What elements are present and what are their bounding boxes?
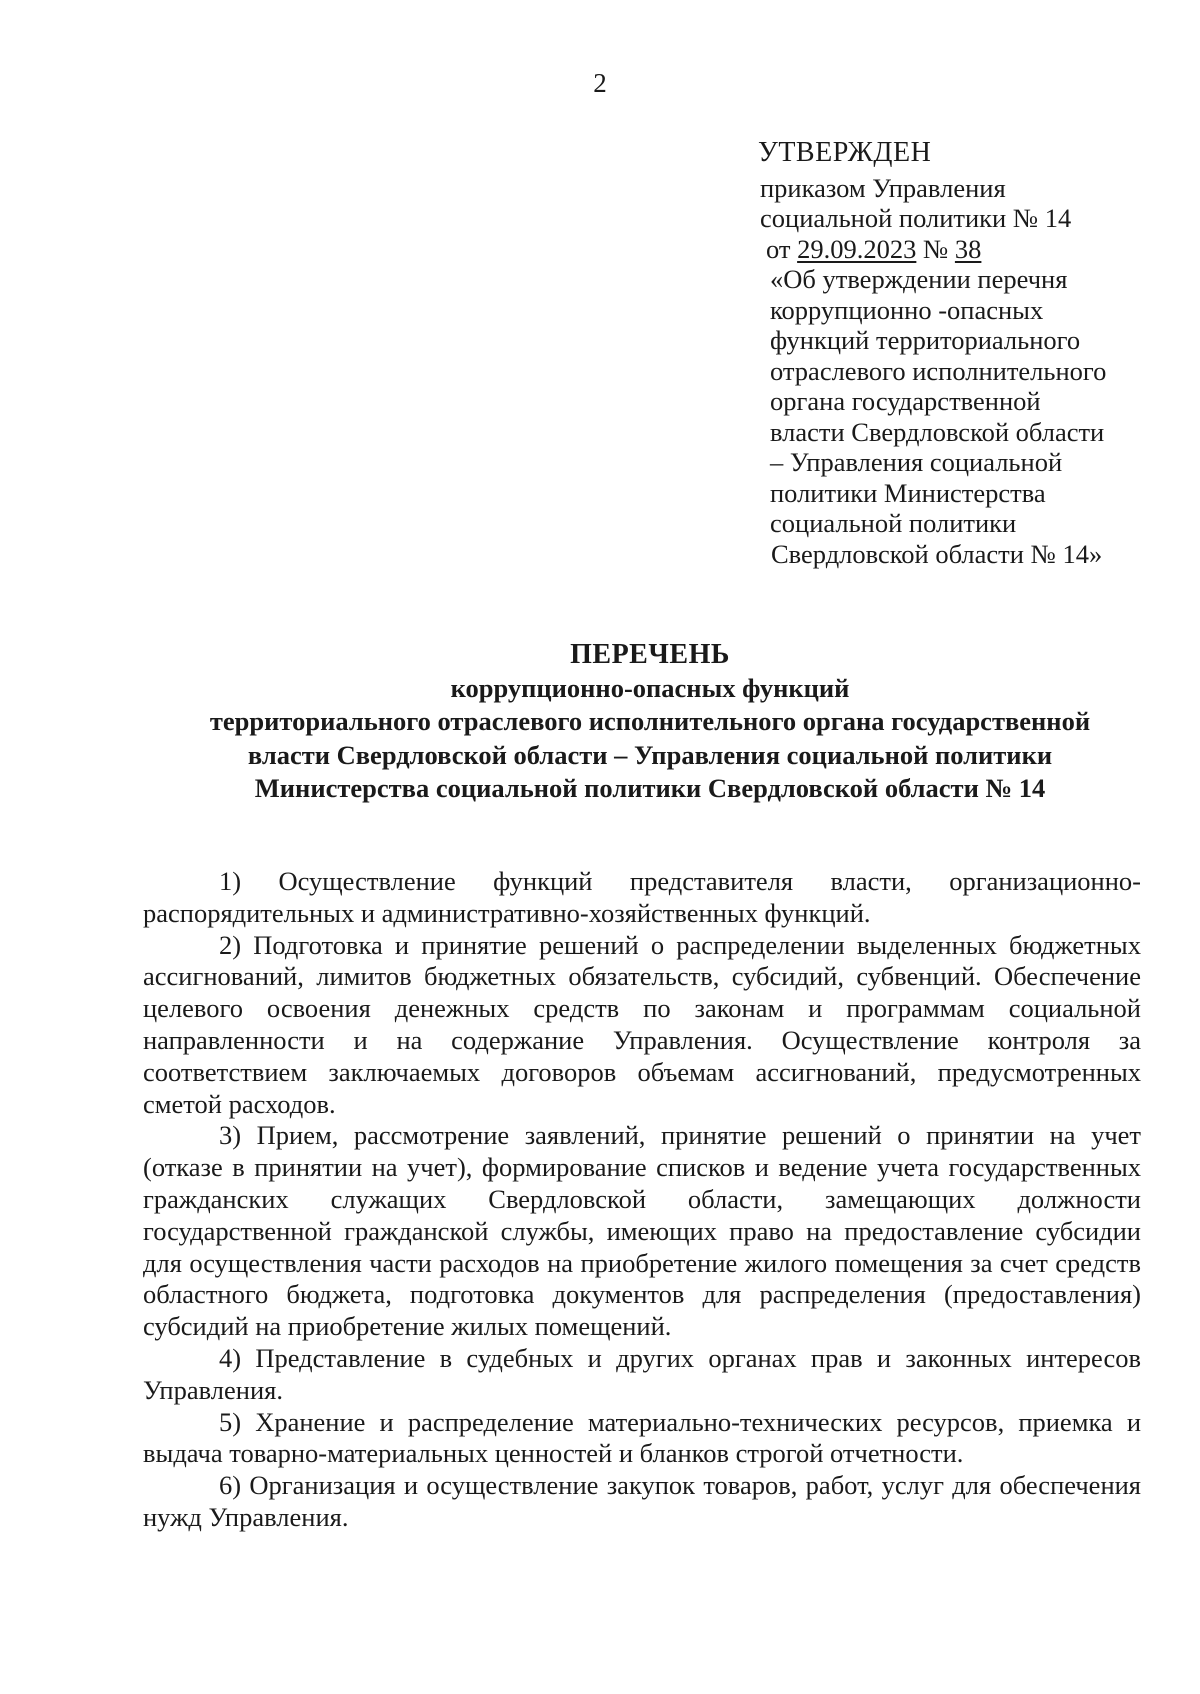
approval-stamp: УТВЕРЖДЕН	[758, 137, 932, 168]
page-number: 2	[593, 68, 607, 98]
subject-line: Свердловской области № 14»	[771, 538, 1103, 569]
approval-date-line	[758, 234, 1158, 265]
title-line: территориального отраслевого исполнительного органа государственной	[209, 706, 1091, 736]
title-heading: ПЕРЕЧЕНЬ	[570, 639, 730, 670]
date-prefix: от	[766, 233, 791, 264]
list-item: 5) Хранение и распределение материально-технических ресурсов, приемка и выдача товарно-материальных ценностей и бланков строгой отчетности.	[143, 1406, 1141, 1469]
approval-block	[758, 138, 1158, 569]
list-item: 4) Представление в судебных и других органах прав и законных интересов Управления.	[143, 1342, 1141, 1405]
number-sign: №	[922, 233, 949, 264]
subject-line: функций территориального	[770, 325, 1081, 355]
subject-line: «Об утверждении перечня	[770, 264, 1068, 294]
subject-line: коррупционно -опасных	[770, 294, 1044, 325]
approval-line-1: приказом Управления	[760, 172, 1006, 203]
order-date: 29.09.2023	[797, 233, 917, 264]
document-title	[120, 638, 1180, 806]
title-line: власти Свердловской области – Управления социальной политики	[247, 739, 1053, 770]
title-line: коррупционно-опасных функций	[450, 672, 850, 703]
title-line: Министерства социальной политики Свердловской области № 14	[254, 773, 1046, 803]
list-item: 6) Организация и осуществление закупок товаров, работ, услуг для обеспечения нужд Управления.	[143, 1470, 1141, 1532]
subject-line: социальной политики	[770, 508, 1017, 538]
approval-line-2: социальной политики № 14	[760, 203, 1072, 233]
subject-line: отраслевого исполнительного	[770, 355, 1107, 386]
order-number: 38	[954, 233, 982, 264]
subject-line: – Управления социальной	[770, 447, 1063, 477]
functions-list	[143, 866, 1141, 1534]
subject-line: политики Министерства	[770, 477, 1046, 508]
list-item: 1) Осуществление функций представителя власти, организационно-распорядительных и административно-хозяйственных функций.	[143, 866, 1141, 928]
subject-line: власти Свердловской области	[770, 416, 1105, 447]
list-item: 2) Подготовка и принятие решений о распределении выделенных бюджетных ассигнований, лимитов бюджетных обязательств, субсидий, субвенций. Обеспечение целевого освоения денежных средств по законам и программам социальной направленности и на содержание Управления. Осуществление контроля за соответствием заключаемых договоров объемам ассигнований, предусмотренных сметой расходов.	[143, 929, 1141, 1119]
list-item: 3) Прием, рассмотрение заявлений, принятие решений о принятии на учет (отказе в принятии на учет), формирование списков и ведение учета государственных гражданских служащих Свердловской области, замещающих должности государственной гражданской службы, имеющих право на предоставление субсидии для осуществления части расходов на приобретение жилого помещения за счет средств областного бюджета, подготовка документов для распределения (предоставления) субсидий на приобретение жилых помещений.	[143, 1120, 1141, 1342]
subject-line: органа государственной	[770, 386, 1041, 416]
